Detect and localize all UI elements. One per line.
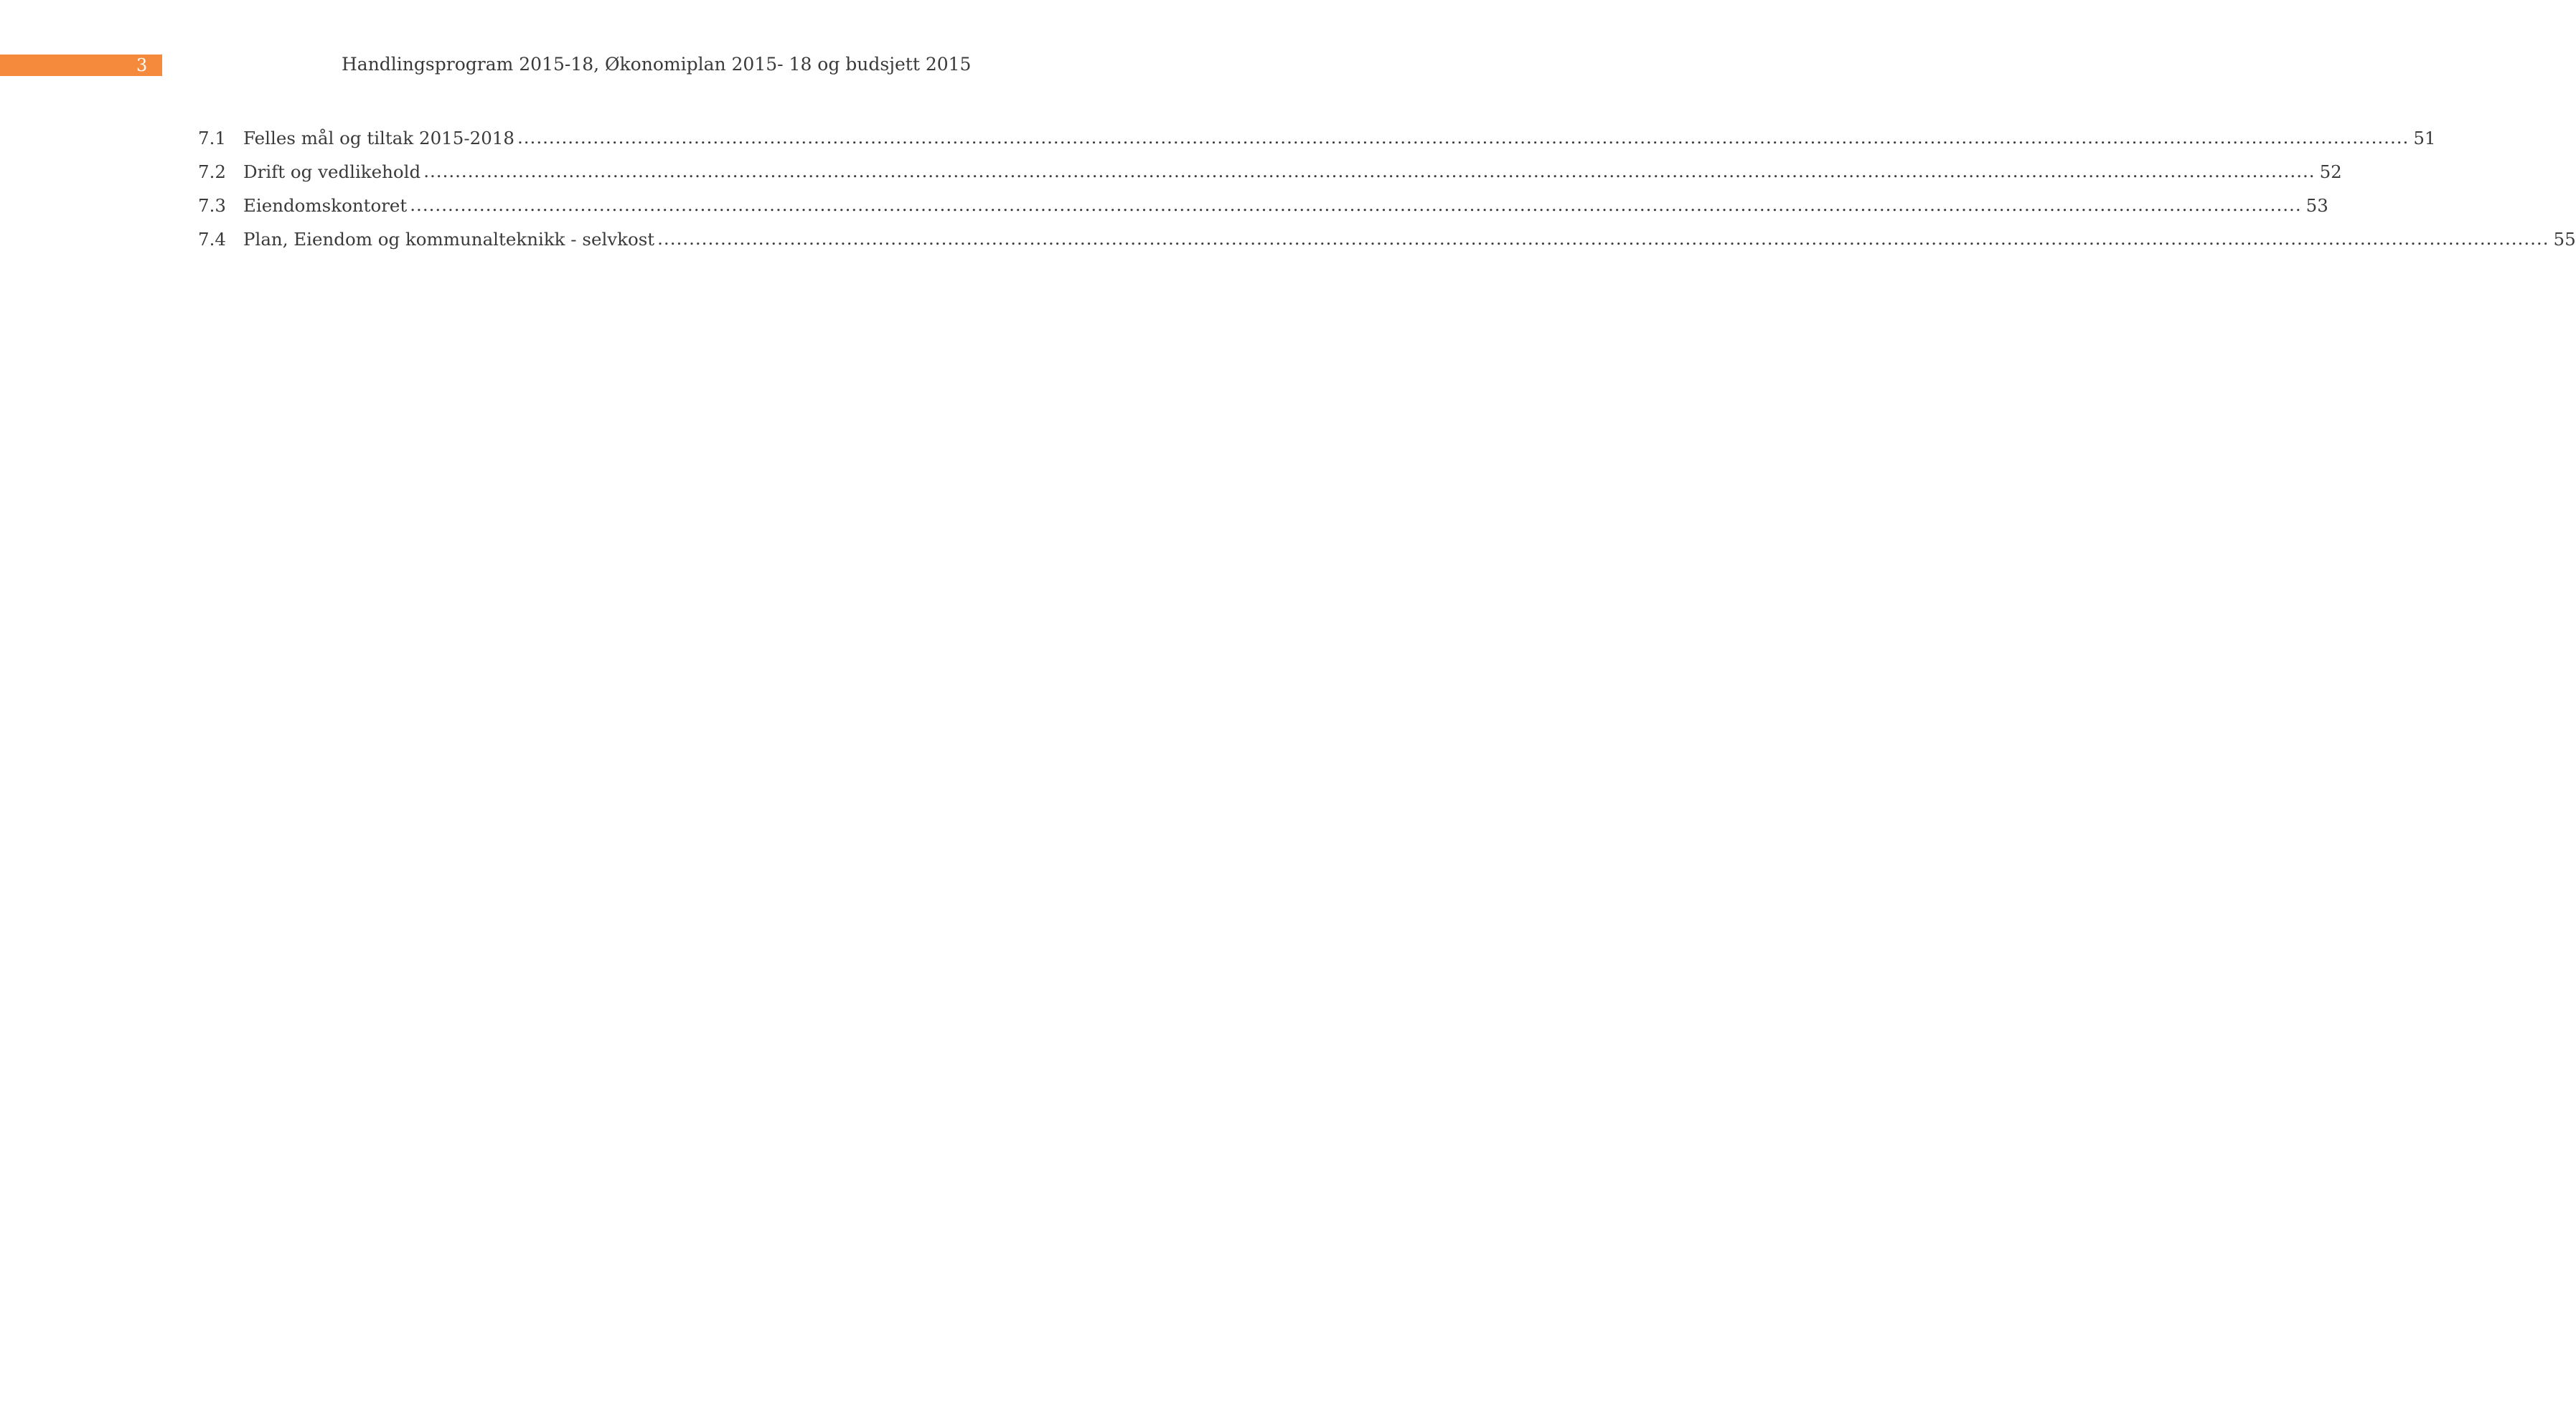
- toc-entry[interactable]: [198, 194, 2328, 229]
- running-header-title: Handlingsprogram 2015-18, Økonomiplan 2015- 18 og budsjett 2015: [342, 54, 972, 75]
- toc-dot-leader: ............................................................................................................................................................................................................................................................................................................: [517, 127, 2410, 148]
- table-of-contents: [198, 127, 2576, 263]
- toc-entry-title: Plan, Eiendom og kommunalteknikk - selvkost: [243, 229, 655, 250]
- toc-entry-page: 53: [2305, 195, 2328, 216]
- toc-entry-title: Drift og vedlikehold: [243, 161, 421, 182]
- toc-dot-leader: ............................................................................................................................................................................................................................................................................................................: [423, 161, 2316, 181]
- page-number: 3: [136, 55, 148, 75]
- toc-entry-number: 7.1: [198, 128, 226, 148]
- toc-entry-number: 7.2: [198, 161, 226, 182]
- toc-entry-number: 7.4: [198, 229, 226, 250]
- toc-entry-number: 7.3: [198, 195, 226, 216]
- toc-entry-page: 55: [2553, 229, 2576, 250]
- toc-dot-leader: ............................................................................................................................................................................................................................................................................................................: [657, 228, 2549, 249]
- toc-entry[interactable]: [198, 228, 2576, 263]
- toc-entry[interactable]: [198, 127, 2436, 161]
- toc-entry-page: 51: [2413, 128, 2436, 148]
- toc-dot-leader: ............................................................................................................................................................................................................................................................................................................: [410, 194, 2302, 215]
- toc-entry-page: 52: [2319, 161, 2342, 182]
- toc-entry-title: Eiendomskontoret: [243, 195, 408, 216]
- toc-entry[interactable]: [198, 161, 2342, 195]
- toc-entry-title: Felles mål og tiltak 2015-2018: [243, 128, 514, 148]
